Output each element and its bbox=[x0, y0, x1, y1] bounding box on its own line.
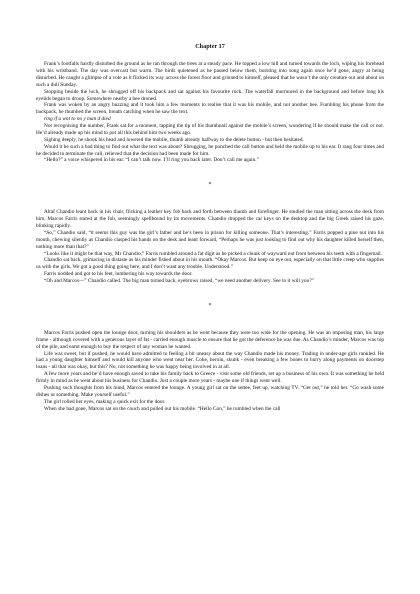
paragraph: When she had gone, Marcos sat on the couch and pulled out his mobile. “Hello Con,” he rumbled when the call bbox=[44, 405, 281, 412]
paragraph: The girl rolled her eyes, making a quick exit for the door. bbox=[44, 398, 166, 405]
paragraph: “Oh and Marcos—” Chandio called. The big man turned back, eyebrows raised, “we need another delivery. See to it will you?” bbox=[44, 278, 314, 285]
paragraph: Life was sweet, but if pushed, he would have admitted to feeling a bit uneasy about the way Chandio made his money. Trading in under-age girls rankled. He had a young daughter himself and would kill anyone who went near her. Coke, heroin, skunk - even breaking a few bones to hurry along payments on doorstep loans - all that was okay, but this? No, not something he was happy being involved in at all. bbox=[36, 350, 384, 371]
paragraph: Pushing such thoughts from his mind, Marcos entered the lounge. A young girl sat on the settee, feet up, watching TV. “Get out,” he told her. “Go wash some dishes or something. Make yourself useful.” bbox=[36, 384, 384, 398]
paragraph: A few more years and he’d have enough saved to take his family back to Greece - visit some old friends, set up a business of his own. It was something he held firmly in mind as he went about his business for Chandio. Just a couple more years - maybe one if things went well. bbox=[36, 371, 384, 385]
paragraph: Frank was woken by an angry buzzing and it took him a few moments to realise that it was his mobile, and not another bee. Fumbling his phone from the backpack, he thumbed the screen, breath catching when he saw the text. bbox=[36, 102, 384, 116]
paragraph: Frank’s footfalls hardly disturbed the ground as he ran through the trees at a steady pace. He topped a low hill and turned towards the loch, wiping his forehead with his wristband. The day was overcast but warm. The birds quietened as he passed below them, bursting into song again once he’d gone, angry at being disturbed. He caught a glimpse of a vole as it flicked its way across the forest floor and grinned to himself, pleased that he wasn’t the only creature out and about on such a dull Sunday. bbox=[36, 61, 384, 88]
paragraph: Would it be such a bad thing to find out what the text was about? Shrugging, he punched the call button and held the mobile up to his ear. It rang four times and he decided to terminate the call, relieved that the decision had been made for him. bbox=[36, 143, 384, 157]
paragraph: “Hello?” a voice whispered in his ear. “I can’t talk now. I’ll ring you back later. Don’t call me again.” bbox=[44, 157, 259, 164]
paragraph: “Looks like it might be that way, Mr Chandio,” Farris rumbled around a fat digit as he picked a chunk of wayward nut from between his teeth with a fingernail. bbox=[44, 250, 382, 257]
paragraph: Sighing deeply, he shook his head and lowered the mobile, thumb already halfway to the delete button - but then hesitated. bbox=[44, 136, 304, 143]
paragraph: Not recognising the number, Frank sat for a moment, tapping the tip of his thumbnail against the mobile’s screen, wondering if he should make the call or not. He’d already made up his mind to put all this behind him two weeks ago. bbox=[36, 123, 384, 136]
paragraph: Chandio sat back, grimacing in distaste as his minder fished about in his mouth. “Okay Marcos. But keep on eye out, especially on that little creep who supplies us with the girls. We got a good thing going here, and I don’t want any trouble. Understood.” bbox=[36, 257, 384, 271]
paragraph: Stopping beside the loch, he shrugged off his backpack and sat against his favourite rock. The waterfall murmured in the background and before long his eyelids began to droop. Somewhere nearby a bee droned. bbox=[36, 88, 384, 102]
section-3 bbox=[36, 330, 384, 413]
section-2 bbox=[36, 209, 384, 285]
section-break: * bbox=[208, 182, 212, 189]
text-message-paragraph: ring if u wnt to no y man d died bbox=[44, 116, 111, 123]
paragraph: Marcos Farris pushed open the lounge door, turning his shoulders as he went because they were too wide for the opening. He was an imposing man, his large frame - although covered with a generous layer of fat - carried enough muscle to ensure that he got the deference he was due. As Chandio’s minder, Marcos was top of the pile, and earnt enough to buy the respect of any woman he wanted. bbox=[36, 329, 384, 350]
chapter-title: Chapter 17 bbox=[195, 43, 225, 50]
paragraph: “So,” Chandio said, “it seems this guy was the girl’s father and he’s been in prison for killing someone. That’s interesting.” Farris popped a pine nut into his mouth, chewing silently as Chandio clasped his hands on the desk and leant forward, “Perhaps he was just looking to find out why his daughter killed herself then, nothing more than that?” bbox=[36, 229, 384, 250]
paragraph: Farris nodded and got to his feet, lumbering his way towards the door. bbox=[44, 271, 193, 278]
section-break: * bbox=[208, 302, 212, 309]
paragraph: Altaf Chandio leant back in his chair, flicking a leather key fob back and forth between thumb and forefinger. He studied the man sitting across the desk from him. Marcos Farris stared at the fob, seemingly spellbound by its movements. Chandio dropped the car keys on the desktop and the big Greek raised his gaze, blinking rapidly. bbox=[36, 209, 384, 230]
section-1 bbox=[36, 61, 384, 164]
